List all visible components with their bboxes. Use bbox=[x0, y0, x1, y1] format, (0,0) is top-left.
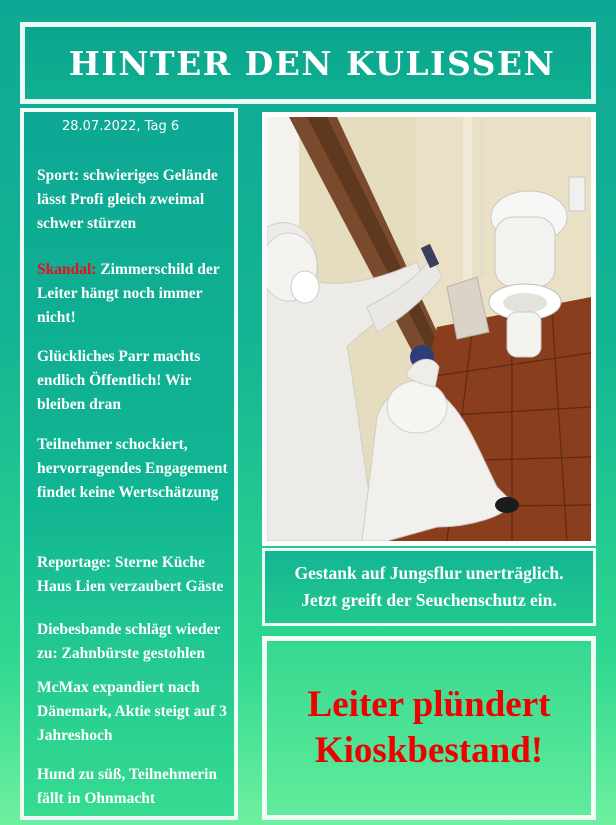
masthead bbox=[20, 22, 596, 104]
lead-headline-line2: Kioskbestand! bbox=[314, 730, 544, 771]
hazmat-photo-illustration bbox=[267, 117, 591, 541]
headline-skandal-text: Zimmerschild der Leiter hängt noch immer nicht! bbox=[37, 261, 220, 326]
headline-participant: Teilnehmer schockiert, hervorragendes Engagement findet keine Wertschätzung bbox=[37, 436, 228, 501]
headline-hund: Hund zu süß, Teilnehmerin fällt in Ohnmacht bbox=[37, 766, 218, 807]
headline-reportage: Reportage: Sterne Küche Haus Lien verzaubert Gäste bbox=[37, 554, 224, 595]
photo-caption-line2: Jetzt greift der Seuchenschutz ein. bbox=[301, 590, 557, 610]
headline-couple: Glückliches Parr machts endlich Öffentlich! Wir bleiben dran bbox=[37, 348, 201, 413]
headline-skandal bbox=[37, 258, 237, 330]
newspaper-title: HINTER DEN KULISSEN bbox=[68, 43, 556, 83]
news-photo bbox=[262, 112, 596, 546]
photo-caption-line1: Gestank auf Jungsflur unerträglich. bbox=[294, 563, 564, 583]
headline-sport: Sport: schwieriges Gelände lässt Profi gleich zweimal schwer stürzen bbox=[37, 167, 218, 232]
headline-skandal-prefix: Skandal: bbox=[37, 261, 97, 278]
headline-sidebar bbox=[20, 108, 238, 820]
photo-caption bbox=[262, 548, 596, 626]
lead-headline-line1: Leiter plündert bbox=[307, 684, 551, 725]
lead-story bbox=[262, 636, 596, 820]
dateline: 28.07.2022, Tag 6 bbox=[62, 119, 180, 134]
headline-mcmax: McMax expandiert nach Dänemark, Aktie steigt auf 3 Jahreshoch bbox=[37, 679, 227, 744]
headline-diebesbande: Diebesbande schlägt wieder zu: Zahnbürste gestohlen bbox=[37, 621, 221, 662]
